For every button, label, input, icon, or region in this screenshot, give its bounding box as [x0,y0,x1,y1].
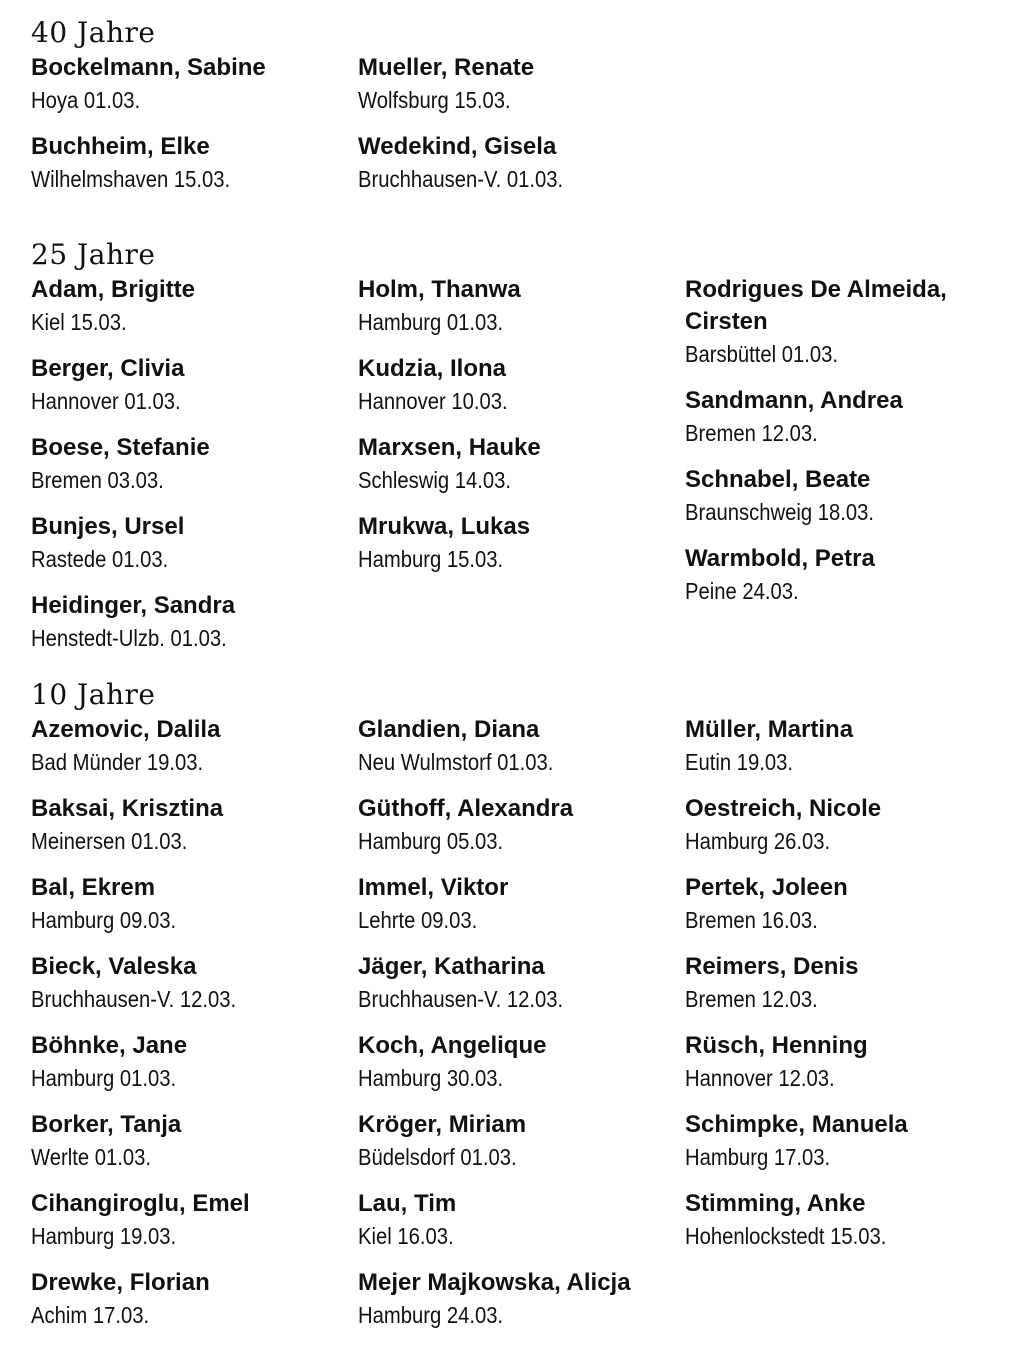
person-name: Mejer Majkowska, Alicja [358,1269,631,1296]
person-place-date: Eutin 19.03. [685,749,794,775]
person-place-date: Hamburg 09.03. [31,907,177,933]
person-name: Azemovic, Dalila [31,716,221,743]
person-place-date: Hamburg 01.03. [358,309,504,335]
person-place-date: Meinersen 01.03. [31,828,188,854]
person-place-date: Schleswig 14.03. [358,467,512,493]
list-item [685,951,1005,1015]
person-name: Bunjes, Ursel [31,513,185,540]
list-item [358,714,685,778]
list-item [685,793,1005,857]
person-name: Holm, Thanwa [358,276,521,303]
person-name: Rodrigues De Almeida, Cirsten [685,276,947,335]
entry-grid [31,714,1012,1346]
person-place-date: Rastede 01.03. [31,546,169,572]
person-place-date: Wolfsburg 15.03. [358,87,511,113]
list-item [31,353,358,417]
list-item [685,714,1005,778]
person-name: Heidinger, Sandra [31,592,236,619]
person-place-date: Hamburg 26.03. [685,828,831,854]
person-name: Schnabel, Beate [685,466,871,493]
person-name: Glandien, Diana [358,716,540,743]
person-name: Sandmann, Andrea [685,387,903,414]
section-title: 10 Jahre [31,678,156,711]
person-place-date: Barsbüttel 01.03. [685,341,839,367]
person-place-date: Hamburg 17.03. [685,1144,831,1170]
person-name: Wedekind, Gisela [358,133,557,160]
person-place-date: Hohenlockstedt 15.03. [685,1223,887,1249]
list-item [31,432,358,496]
person-name: Bockelmann, Sabine [31,54,266,81]
person-place-date: Kiel 15.03. [31,309,127,335]
person-place-date: Hamburg 24.03. [358,1302,504,1328]
person-place-date: Bremen 12.03. [685,420,818,446]
person-place-date: Hamburg 01.03. [31,1065,177,1091]
person-place-date: Hamburg 30.03. [358,1065,504,1091]
person-name: Adam, Brigitte [31,276,196,303]
person-name: Pertek, Joleen [685,874,848,901]
person-place-date: Achim 17.03. [31,1302,150,1328]
person-name: Reimers, Denis [685,953,859,980]
section-title: 40 Jahre [31,16,156,49]
person-name: Drewke, Florian [31,1269,210,1296]
list-item [31,131,358,195]
person-name: Jäger, Katharina [358,953,545,980]
person-place-date: Neu Wulmstorf 01.03. [358,749,554,775]
person-name: Oestreich, Nicole [685,795,882,822]
person-name: Cihangiroglu, Emel [31,1190,250,1217]
column-3 [685,52,1005,210]
list-item [685,1188,1005,1252]
person-name: Kröger, Miriam [358,1111,527,1138]
person-place-date: Werlte 01.03. [31,1144,152,1170]
list-item [685,872,1005,936]
column-3 [685,714,1005,1346]
entry-grid [31,274,1012,669]
person-place-date: Hannover 01.03. [31,388,181,414]
person-name: Bal, Ekrem [31,874,156,901]
person-place-date: Hamburg 19.03. [31,1223,177,1249]
list-item [685,543,1005,607]
section-10-jahre [31,676,1012,1346]
person-name: Kudzia, Ilona [358,355,507,382]
column-2 [358,274,685,669]
person-place-date: Braunschweig 18.03. [685,499,875,525]
person-place-date: Bruchhausen-V. 12.03. [358,986,564,1012]
list-item [685,385,1005,449]
list-item [358,1188,685,1252]
list-item [358,432,685,496]
column-3 [685,274,1005,669]
column-1 [31,52,358,210]
person-place-date: Lehrte 09.03. [358,907,478,933]
list-item [31,52,358,116]
list-item [685,1030,1005,1094]
list-item [31,951,358,1015]
person-name: Lau, Tim [358,1190,457,1217]
person-name: Stimming, Anke [685,1190,866,1217]
list-item [358,52,685,116]
person-name: Berger, Clivia [31,355,185,382]
person-name: Rüsch, Henning [685,1032,868,1059]
person-place-date: Henstedt-Ulzb. 01.03. [31,625,227,651]
list-item [358,353,685,417]
list-item [31,872,358,936]
person-name: Müller, Martina [685,716,854,743]
person-place-date: Bremen 16.03. [685,907,818,933]
list-item [31,274,358,338]
list-item [685,274,1005,370]
person-place-date: Hamburg 15.03. [358,546,504,572]
list-item [358,511,685,575]
person-place-date: Wilhelmshaven 15.03. [31,166,231,192]
person-name: Buchheim, Elke [31,133,210,160]
person-place-date: Peine 24.03. [685,578,799,604]
list-item [358,131,685,195]
column-1 [31,714,358,1346]
column-2 [358,52,685,210]
person-name: Borker, Tanja [31,1111,182,1138]
list-item [685,464,1005,528]
list-item [31,714,358,778]
list-item [31,590,358,654]
person-name: Boese, Stefanie [31,434,210,461]
person-name: Mrukwa, Lukas [358,513,531,540]
section-title: 25 Jahre [31,238,156,271]
person-name: Warmbold, Petra [685,545,875,572]
list-item [31,1109,358,1173]
list-item [31,1030,358,1094]
person-name: Mueller, Renate [358,54,535,81]
person-place-date: Bruchhausen-V. 01.03. [358,166,564,192]
person-name: Baksai, Krisztina [31,795,224,822]
person-place-date: Hoya 01.03. [31,87,141,113]
person-place-date: Kiel 16.03. [358,1223,454,1249]
list-item [31,1188,358,1252]
list-item [358,274,685,338]
person-place-date: Bad Münder 19.03. [31,749,204,775]
list-item [358,793,685,857]
person-place-date: Bremen 12.03. [685,986,818,1012]
person-name: Immel, Viktor [358,874,509,901]
person-name: Güthoff, Alexandra [358,795,574,822]
column-1 [31,274,358,669]
person-place-date: Hamburg 05.03. [358,828,504,854]
list-item [358,951,685,1015]
list-item [358,872,685,936]
section-40-jahre [31,14,1012,236]
list-item [685,1109,1005,1173]
list-item [31,1267,358,1331]
list-item [358,1030,685,1094]
person-place-date: Büdelsdorf 01.03. [358,1144,517,1170]
person-name: Schimpke, Manuela [685,1111,908,1138]
list-item [31,511,358,575]
person-place-date: Hannover 10.03. [358,388,508,414]
person-place-date: Bremen 03.03. [31,467,164,493]
section-25-jahre [31,236,1012,676]
person-place-date: Hannover 12.03. [685,1065,835,1091]
list-item [358,1267,685,1331]
column-2 [358,714,685,1346]
person-name: Bieck, Valeska [31,953,197,980]
person-name: Koch, Angelique [358,1032,547,1059]
list-item [31,793,358,857]
entry-grid [31,52,1012,210]
person-name: Marxsen, Hauke [358,434,541,461]
person-name: Böhnke, Jane [31,1032,188,1059]
person-place-date: Bruchhausen-V. 12.03. [31,986,237,1012]
list-item [358,1109,685,1173]
